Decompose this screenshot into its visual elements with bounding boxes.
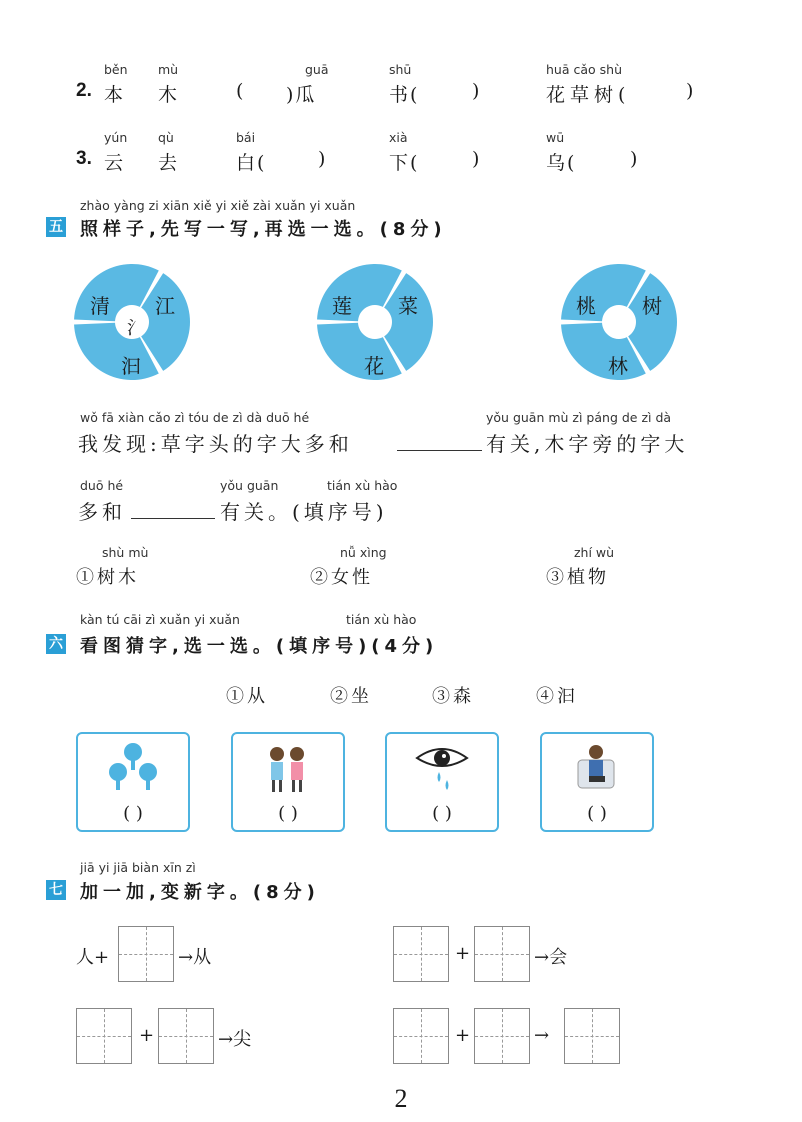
eq3-plus: +	[139, 1025, 155, 1046]
person-sitting-picture	[542, 738, 652, 798]
paren-open: (	[236, 80, 250, 102]
wheel1-center-radical: 氵	[127, 318, 145, 339]
picture-card-sitting	[540, 732, 654, 832]
eq3-box1[interactable]	[76, 1008, 132, 1064]
eq4-plus: +	[455, 1025, 471, 1046]
char-wu: 乌(	[546, 152, 577, 174]
eq4-box3[interactable]	[564, 1008, 620, 1064]
char-qu: 去	[158, 152, 184, 174]
opt1-pinyin: shù mù	[102, 545, 149, 560]
wheel3-char-tao: 桃	[576, 294, 596, 318]
sec5-line2-a: 多和	[78, 500, 126, 524]
pinyin-bai: bái	[236, 130, 256, 145]
teary-eye-picture	[387, 738, 497, 798]
wheel2-char-hua: 花	[364, 354, 384, 378]
pinyin-shu: shū	[389, 62, 412, 77]
answer-paren-2[interactable]: ( )	[278, 803, 298, 824]
choice-cong: ①从	[226, 686, 268, 707]
paren-close-4: )	[472, 148, 486, 170]
wheel1-char-jiang: 江	[155, 294, 175, 318]
sec6-badge: 六	[46, 634, 66, 654]
eq2-plus: +	[455, 943, 471, 964]
wheel2-segment	[317, 323, 402, 380]
char-mu: 木	[158, 84, 184, 106]
choice-zuo: ②坐	[330, 686, 372, 707]
char-ben: 本	[104, 84, 130, 106]
char-xia: 下(	[389, 152, 420, 174]
wheel1-segment	[74, 264, 159, 321]
pinyin-xia: xià	[389, 130, 408, 145]
choice-gu: ④汩	[536, 686, 578, 707]
picture-card-eye	[385, 732, 499, 832]
pinyin-wu: wū	[546, 130, 565, 145]
paren-close-2: )	[686, 80, 700, 102]
sec5-pinyin: zhào yàng zi xiān xiě yi xiě zài xuǎn yi xuǎn	[80, 198, 356, 213]
eq1-result: →从	[178, 947, 212, 968]
wheel3-segment	[561, 323, 646, 380]
page-number: 2	[394, 1084, 408, 1113]
picture-card-two-people	[231, 732, 345, 832]
eq2-box2[interactable]	[474, 926, 530, 982]
opt1: ①树木	[76, 567, 139, 588]
eq1-left: 人+	[76, 947, 110, 968]
wheel1-char-qing: 清	[90, 294, 110, 318]
eq2-result: →会	[534, 947, 568, 968]
pinyin-ben: běn	[104, 62, 128, 77]
wheel3-char-shu: 树	[642, 294, 662, 318]
two-people-picture	[233, 738, 343, 798]
paren-close-5: )	[630, 148, 644, 170]
eq2-box1[interactable]	[393, 926, 449, 982]
char-gua: )瓜	[286, 84, 317, 106]
eq1-box[interactable]	[118, 926, 174, 982]
eq4-arrow: →	[534, 1025, 550, 1046]
char-huacaoshu: 花草树(	[546, 84, 631, 106]
sec5-line2-b: 有关。(填序号)	[220, 500, 388, 524]
row-number-3: 3.	[76, 148, 92, 169]
answer-paren-3[interactable]: ( )	[432, 803, 452, 824]
pinyin-huacaoshu: huā cǎo shù	[546, 62, 622, 77]
blank-mu[interactable]	[131, 518, 215, 519]
sec5-title: 照样子,先写一写,再选一选。(8分)	[80, 219, 447, 240]
choice-sen: ③森	[432, 686, 474, 707]
eq3-box2[interactable]	[158, 1008, 214, 1064]
pinyin-qu: qù	[158, 130, 174, 145]
sec5-line2-pinyin3: tián xù hào	[327, 478, 398, 493]
pinyin-gua: guā	[305, 62, 329, 77]
char-yun: 云	[104, 152, 130, 174]
sec7-pinyin: jiā yi jiā biàn xīn zì	[80, 860, 196, 875]
sec6-pinyin: kàn tú cāi zì xuǎn yi xuǎn	[80, 612, 240, 627]
sec6-pinyin2: tián xù hào	[346, 612, 417, 627]
opt2-pinyin: nǚ xìng	[340, 545, 387, 560]
answer-paren-1[interactable]: ( )	[123, 803, 143, 824]
answer-paren-4[interactable]: ( )	[587, 803, 607, 824]
wheel2-segment	[317, 264, 402, 321]
sec5-line1-pinyin: wǒ fā xiàn cǎo zì tóu de zì dà duō hé	[80, 410, 310, 425]
sec5-line2-pinyin: duō hé	[80, 478, 124, 493]
eq3-result: →尖	[218, 1029, 252, 1050]
trees-picture	[78, 738, 188, 798]
sec6-title: 看图猜字,选一选。(填序号)(4分)	[80, 636, 439, 657]
paren-close: )	[472, 80, 486, 102]
row-number-2: 2.	[76, 80, 92, 101]
eq4-box2[interactable]	[474, 1008, 530, 1064]
sec5-line1-b: 有关,木字旁的字大	[486, 432, 689, 456]
opt3: ③植物	[546, 567, 609, 588]
pinyin-mu: mù	[158, 62, 179, 77]
sec7-title: 加一加,变新字。(8分)	[80, 882, 320, 903]
wheel2-char-lian: 莲	[332, 294, 352, 318]
blank-cao[interactable]	[397, 450, 482, 451]
paren-close-3: )	[318, 148, 332, 170]
sec5-line1-a: 我发现:草字头的字大多和	[78, 432, 353, 456]
opt2: ②女性	[310, 567, 373, 588]
wheel1-segment	[74, 323, 159, 380]
sec5-line2-pinyin2: yǒu guān	[220, 478, 279, 493]
pinyin-yun: yún	[104, 130, 128, 145]
sec5-badge: 五	[46, 217, 66, 237]
wheel1-char-gu: 汩	[121, 354, 141, 378]
picture-card-trees	[76, 732, 190, 832]
wheel2-char-cai: 菜	[398, 294, 418, 318]
sec7-badge: 七	[46, 880, 66, 900]
opt3-pinyin: zhí wù	[574, 545, 615, 560]
sec5-line1-pinyin2: yǒu guān mù zì páng de zì dà	[486, 410, 672, 425]
char-shu: 书(	[389, 84, 420, 106]
wheel3-char-lin: 林	[608, 354, 628, 378]
char-bai: 白(	[236, 152, 267, 174]
wheel3-segment	[561, 264, 646, 321]
eq4-box1[interactable]	[393, 1008, 449, 1064]
